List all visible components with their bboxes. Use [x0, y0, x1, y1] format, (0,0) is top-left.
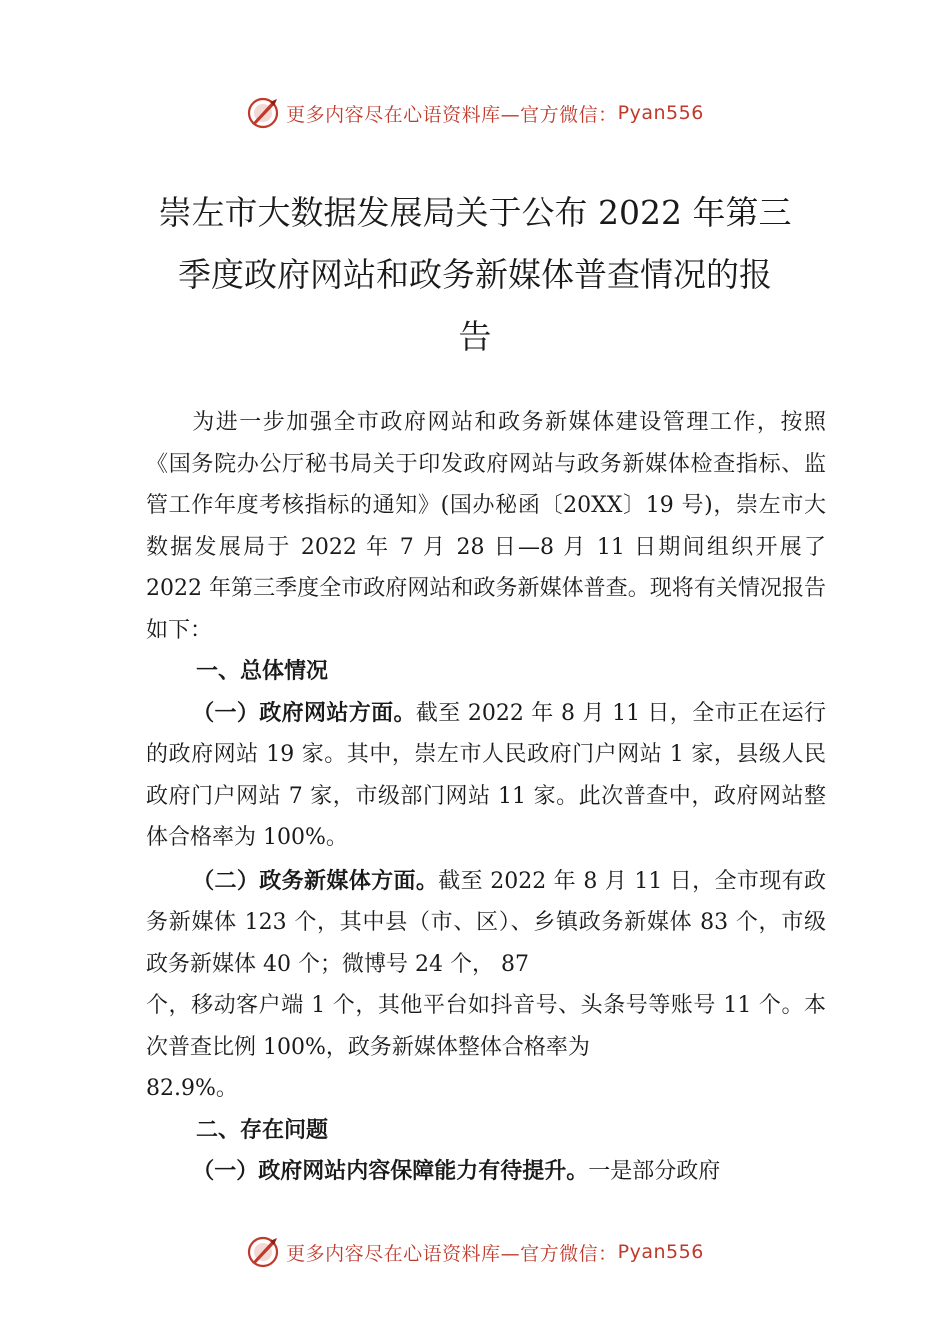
subsection-label: （一）政府网站内容保障能力有待提升。	[192, 1158, 589, 1184]
section-1-paragraph-2-end: 82.9%。	[146, 1076, 238, 1101]
section-1-paragraph-2	[146, 861, 826, 986]
quill-seal-icon	[246, 96, 280, 130]
paragraph-text: 截至 2022 年 8 月 11 日，全市现有政务新媒体 123 个，其中县（市、区）、乡镇政务新媒体 83 个，市级政务新媒体 40 个；微博号 24 个， 87	[146, 868, 826, 977]
title-line-3: 告	[458, 317, 492, 356]
section-1-paragraph-2-cont: 个，移动客户端 1 个，其他平台如抖音号、头条号等账号 11 个。本次普查比例 100%，政务新媒体整体合格率为	[146, 993, 826, 1060]
paragraph-text: 一是部分政府	[588, 1159, 721, 1184]
title-line-1: 崇左市大数据发展局关于公布 2022 年第三	[158, 193, 792, 232]
section-1-paragraph-1	[146, 693, 826, 859]
subsection-label: （一）政府网站方面。	[192, 699, 416, 726]
header-banner	[0, 93, 950, 133]
section-2-heading: 二、存在问题	[196, 1117, 329, 1143]
subsection-label: （二）政务新媒体方面。	[192, 867, 439, 894]
banner-wechat-id: Pyan556	[617, 1241, 704, 1263]
banner-text: 更多内容尽在心语资料库—官方微信：	[286, 103, 618, 126]
footer-banner	[0, 1232, 950, 1272]
intro-paragraph: 为进一步加强全市政府网站和政务新媒体建设管理工作，按照《国务院办公厅秘书局关于印发政府网站与政务新媒体检查指标、监管工作年度考核指标的通知》(国办秘函〔20XX〕19 号)，崇左市大数据发展局于 2022 年 7 月 28 日—8 月 11 日期间组织开展了 2022 年第三季度全市政府网站和政务新媒体普查。现将有关情况报告如下：	[146, 410, 826, 643]
section-2-paragraph-1	[146, 1151, 826, 1193]
document-body	[146, 402, 826, 1193]
banner-wechat-id: Pyan556	[617, 102, 704, 124]
section-1-heading: 一、总体情况	[196, 659, 329, 684]
paragraph-text: 截至 2022 年 8 月 11 日，全市正在运行的政府网站 19 家。其中，崇左市人民政府门户网站 1 家，县级人民政府门户网站 7 家，市级部门网站 11 家。此次普查中，政府网站整体合格率为 100%。	[146, 700, 826, 850]
quill-seal-icon	[246, 1235, 280, 1269]
document-title	[120, 182, 830, 368]
title-line-2: 季度政府网站和政务新媒体普查情况的报	[178, 255, 772, 294]
banner-text: 更多内容尽在心语资料库—官方微信：	[286, 1242, 618, 1265]
